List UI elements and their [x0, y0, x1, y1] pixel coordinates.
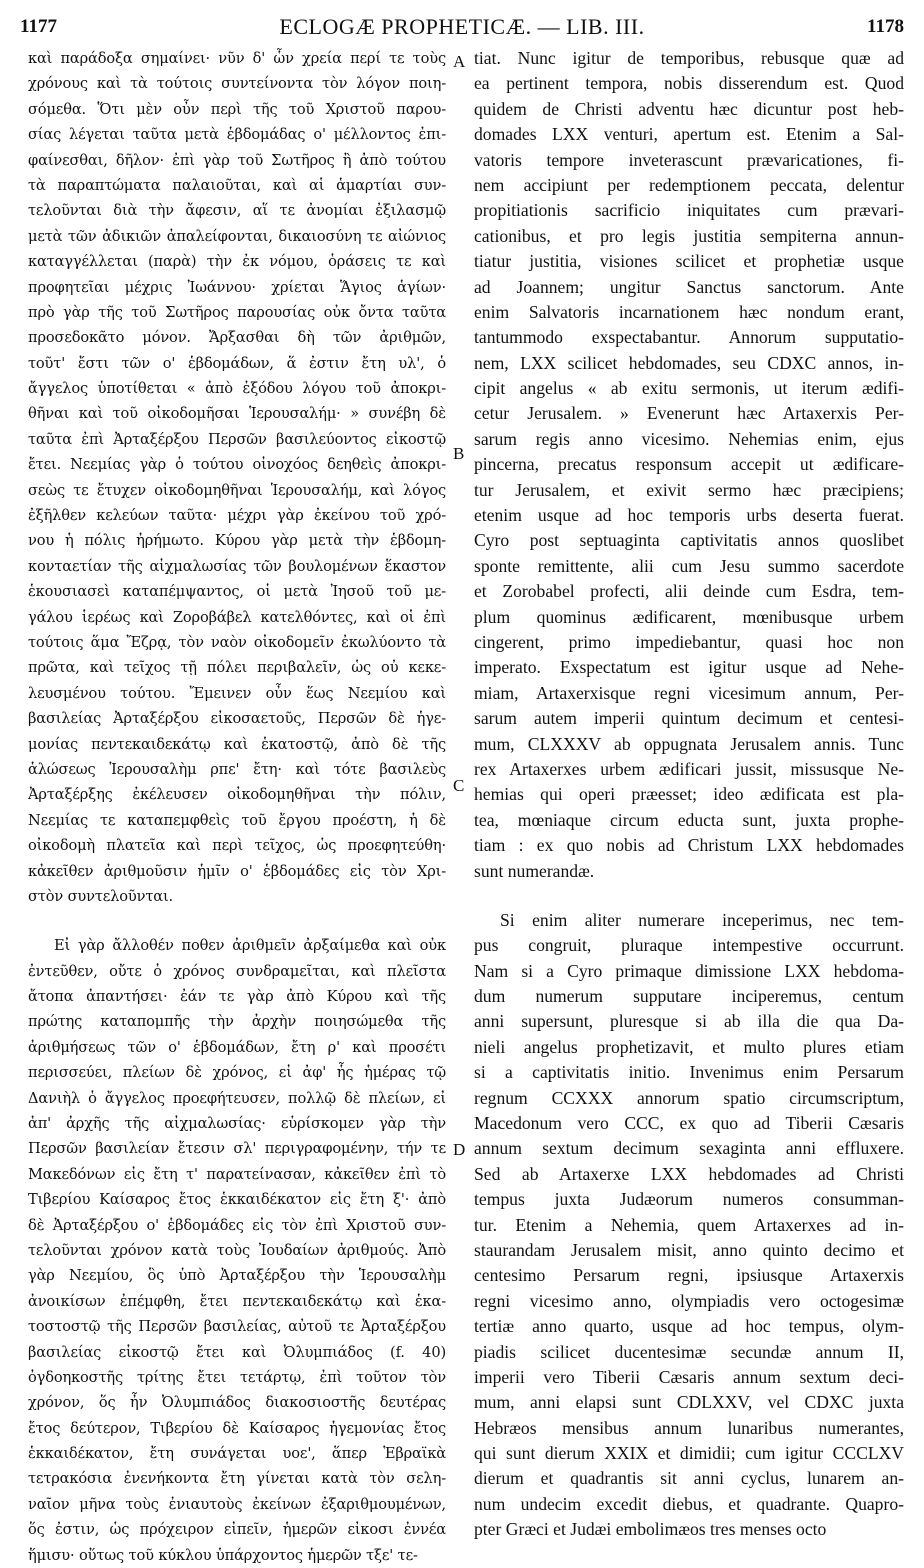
greek-column — [28, 46, 446, 1568]
text-line: ἑκκαιδέκατον, ἔτη συνάγεται υοε', ἅπερ Ἑβραϊκὰ — [28, 1445, 446, 1463]
running-title: ECLOGÆ PROPHETICÆ. — LIB. III. — [279, 14, 645, 39]
text-line: cipit angelus « ab exitu sermonis, ut iterum ædifi- — [474, 378, 904, 399]
text-line: ἐξῆλθεν κελεύων ταῦτα· μέχρι γὰρ ἐκείνου τοῦ χρό- — [28, 507, 446, 525]
paragraph-gap — [28, 909, 446, 933]
margin-letter-d: D — [453, 1140, 466, 1159]
text-line: ναῖον μῆνα τοὺς ἐνιαυτοὺς ἐκείνων ἐξαριθμουμένων, — [28, 1495, 446, 1513]
page-number-left: 1177 — [20, 16, 57, 37]
paragraph-gap — [474, 884, 904, 908]
text-line: ὅς ἐστιν, ὡς πρόχειρον εἰπεῖν, ἡμερῶν εἰκοσι ἐννέα — [28, 1521, 446, 1539]
text-line: regni vicesimo anno, olympiadis vero octogesimæ — [474, 1290, 904, 1311]
text-line: ἔτει. Νεεμίας γὰρ ὁ τούτου οἰνοχόος δεηθεὶς ἀποκρι- — [28, 456, 446, 474]
text-line: annum sextum decimum sexaginta anni effluxere. — [474, 1138, 904, 1159]
text-line: ταῦτα ἐπὶ Ἀρταξέρξου Περσῶν βασιλεύοντος εἰκοστῷ — [28, 430, 446, 448]
text-line: mum, anni elapsi sunt CDLXXV, vel CDXC juxta — [474, 1392, 904, 1413]
text-line: rex Artaxerxes urbem ædificari jussit, missusque Ne- — [474, 758, 904, 779]
text-line: ἥμισυ· οὕτως τοῦ κύκλου ὑπάρχοντος ἡμερῶν τξε' τε- — [28, 1546, 418, 1564]
text-line: Nam si a Cyro primaque dimissione LXX hebdoma- — [474, 960, 904, 981]
text-line: regnum CCXXX annorum spatio circumscriptum, — [474, 1087, 904, 1108]
text-line: Τιβερίου Καίσαρος ἔτος ἑκκαιδέκατον εἰς ἔτη ξ'· ἀπὸ — [28, 1191, 446, 1209]
text-line: ὀγδοηκοστῆς τρίτης ἔτει τετάρτῳ, ἐπὶ τοῦτον τὸν — [28, 1368, 446, 1386]
text-line: ad Joannem; ungitur Sanctus sanctorum. Ante — [474, 276, 904, 297]
text-line: βασιλείας εἰκοστῷ ἔτει καὶ Ὀλυμπιάδος (f. 40) — [28, 1343, 446, 1361]
text-line: καταγγέλλεται (παρὰ) τὴν ἐκ νόμου, ὁράσεις τε καὶ — [28, 253, 446, 271]
text-line: ἐντεῦθεν, οὔτε ὁ χρόνος συνδραμεῖται, καὶ πλεῖστα — [28, 962, 446, 980]
latin-paragraph-2 — [474, 908, 904, 1543]
text-line: hemias qui operi præesset; ideo ædificata est pla- — [474, 784, 904, 805]
text-line: tiatur justitia, visiones scilicet et prophetiæ usque — [474, 251, 904, 272]
text-line: etenim usque ad hoc temporis urbs deserta fuerat. — [474, 505, 904, 526]
text-line: ἀνοικίσων ἐπέμφθη, ἔτει πεντεκαιδεκάτῳ καὶ ἑκα- — [28, 1292, 446, 1310]
margin-letter-a: A — [453, 52, 466, 71]
margin-letter-c: C — [453, 776, 465, 795]
text-line: τὰ παραπτώματα παλαιοῦται, καὶ αἱ ἁμαρτίαι συν- — [28, 176, 446, 194]
text-line: ἄτοπα ἀπαντήσει· ἐάν τε γὰρ ἀπὸ Κύρου καὶ τῆς — [28, 988, 446, 1006]
text-line: γάλου ἱερέως καὶ Ζοροβάβελ κατελθόντες, καὶ οἱ ἐπὶ — [28, 608, 446, 626]
text-line: τελοῦνται διὰ τὴν ἄφεσιν, αἵ τε ἀνομίαι ἐξιλασμῷ — [28, 202, 446, 220]
text-line: dierum et quadrantis sit anni cyclus, lunarem an- — [474, 1468, 904, 1489]
text-line: περισσεύει, πλείων δὲ χρόνος, εἰ ἀφ' ἧς ἡμέρας τῷ — [28, 1064, 446, 1082]
text-line: Νεεμίας τε καταπεμφθεὶς τοῦ ἔργου προέστη, ἡ δὲ — [28, 811, 446, 829]
text-line: tempus juxta Judæorum numeros consumman- — [474, 1189, 904, 1210]
text-line: Sed ab Artaxerxe LXX hebdomades ad Christi — [474, 1163, 904, 1184]
text-line: nieli angelus prophetizavit, et multo plures etiam — [474, 1036, 904, 1057]
text-line: Ἀρταξέρξης ἐκέλευσεν οἰκοδομηθῆναι τὴν πόλιν, — [28, 786, 446, 804]
text-line: μονίας πεντεκαιδεκάτῳ καὶ ἑκατοστῷ, ἀπὸ δὲ τῆς — [28, 735, 446, 753]
text-line: staurandam Jerusalem misit, anno quinto decimo et — [474, 1239, 904, 1260]
text-line: πρῶτα, καὶ τεῖχος τῇ πόλει περιβαλεῖν, ὡς οὐ κεκε- — [28, 659, 446, 677]
text-line: φαίνεσθαι, δῆλον· ἐπὶ γὰρ τοῦ Σωτῆρος ἢ ἀπὸ τούτου — [28, 151, 446, 169]
text-line: imperii vero Tiberii Cæsaris annum sextum deci- — [474, 1366, 904, 1387]
text-line: miam, Artaxerxisque regni vicesimum annum, Per- — [474, 682, 904, 703]
text-line: tea, mœniaque circum educta sunt, juxta prophe- — [474, 809, 904, 830]
text-line: dum numerum supputare inciperemus, centum — [474, 986, 904, 1007]
text-line: τελοῦνται χρόνον κατὰ τοὺς Ἰουδαίων ἀριθμούς. Ἀπὸ — [28, 1241, 446, 1259]
text-line: tantummodo exspectabantur. Annorum supputatio- — [474, 327, 904, 348]
text-line: tur. Etenim a Nehemia, quem Artaxerxes ad in- — [474, 1214, 904, 1235]
text-line: plum quominus ædificarent, mœnibusque urbem — [474, 606, 904, 627]
text-line: qui sunt dierum XXIX et dimidii; cum igitur CCCLXV — [474, 1443, 904, 1464]
text-line: cetur Jerusalem. » Evenerunt hæc Artaxerxis Per- — [474, 403, 904, 424]
text-line: Περσῶν βασιλείαν ἔτεσιν σλ' περιγραφομένην, τήν τε — [28, 1140, 446, 1158]
text-line: ἀριθμήσεως τῶν ο' ἑβδομάδων, ἔτη ρ' καὶ προσέτι — [28, 1038, 446, 1056]
text-line: τετρακόσια ἐνενήκοντα ἔτη γίνεται κατὰ τὸν σελη- — [28, 1470, 446, 1488]
text-line: προσεδοκᾶτο μόνον. Ἄρξασθαι δὴ τῶν ἀριθμῶν, — [28, 329, 446, 347]
text-line: imperato. Exspectatum est igitur usque ad Nehe- — [474, 657, 904, 678]
text-line: nem accipiunt per redemptionem peccata, delentur — [474, 174, 904, 195]
text-line: Hebræos mensibus annum lunaribus numerantes, — [474, 1417, 904, 1438]
text-line: piadis scilicet ducentesimæ secundæ annum II, — [474, 1341, 904, 1362]
text-line: δὲ Ἀρταξέρξου ο' ἑβδομάδες εἰς τὸν ἐπὶ Χριστοῦ συν- — [28, 1216, 446, 1234]
text-line: στὸν συντελοῦνται. — [28, 887, 174, 905]
text-line: cingerent, primo impediebantur, quasi hoc non — [474, 631, 904, 652]
page-header — [0, 10, 924, 46]
page-number-right: 1178 — [867, 16, 904, 37]
text-line: θῆναι καὶ τοῦ οἰκοδομῆσαι Ἱερουσαλήμ· » συνέβη δὲ — [28, 405, 446, 423]
text-line: Εἰ γὰρ ἄλλοθέν ποθεν ἀριθμεῖν ἀρξαίμεθα καὶ οὐκ — [54, 937, 446, 955]
text-line: καὶ παράδοξα σημαίνει· νῦν δ' ὧν χρεία περί τε τοὺς — [28, 50, 446, 67]
text-line: πρώτης καταπομπῆς τὴν ἀρχὴν ποιησώμεθα τῆς — [28, 1013, 446, 1031]
text-line: cationibus, et pro legis justitia sempiterna annun- — [474, 225, 904, 246]
text-line: Macedonum vero CCC, ex quo ad Tiberii Cæsaris — [474, 1113, 904, 1134]
text-line: et Zorobabel profecti, alii deinde cum Esdra, tem- — [474, 581, 904, 602]
text-line: anni supersunt, pluresque si ab illa die qua Da- — [474, 1011, 904, 1032]
text-line: χρόνον, ὅς ἦν Ὀλυμπιάδος διακοσιοστῆς δευτέρας — [28, 1394, 446, 1412]
latin-paragraph-1 — [474, 46, 904, 884]
text-line: Cyro post septuaginta captivitatis annos quoslibet — [474, 530, 904, 551]
text-line: ἄγγελος ὑποτίθεται « ἀπὸ ἐξόδου λόγου τοῦ ἀποκρι- — [28, 380, 446, 398]
text-line: nem, LXX scilicet hebdomades, seu CDXC annos, in- — [474, 352, 904, 373]
text-line: γὰρ Νεεμίου, ὃς ὑπὸ Ἀρταξέρξου τὴν Ἱερουσαλὴμ — [28, 1267, 446, 1285]
text-line: οἰκοδομὴ πλατεῖα καὶ περὶ τεῖχος, ὡς προεφητεύθη· — [28, 837, 446, 855]
text-line: centesimo Persarum regni, ipsiusque Artaxerxis — [474, 1265, 904, 1286]
greek-paragraph-2 — [28, 933, 446, 1568]
text-line: sarum autem imperii quintum decimum et centesi- — [474, 708, 904, 729]
text-line: enim Salvatoris incarnationem hæc nondum erant, — [474, 301, 904, 322]
text-line: σεὼς τε ἔτυχεν οἰκοδομηθῆναι Ἱερουσαλήμ, καὶ λόγος — [28, 481, 446, 499]
text-line: sarum regis anno vicesimo. Nehemias enim, ejus — [474, 428, 904, 449]
text-line: κονταετίαν τῆς αἰχμαλωσίας τῶν βουλομένων ἕκαστον — [28, 557, 446, 575]
text-line: βασιλείας Ἀρταξέρξου εἰκοσαετοῦς, Περσῶν δὲ ἡγε- — [28, 710, 446, 728]
text-line: sunt numerandæ. — [474, 860, 595, 881]
text-line: πρὸ γὰρ τῆς τοῦ Σωτῆρος παρουσίας οὐκ ὄντα ταῦτα — [28, 303, 446, 321]
text-line: Si enim aliter numerare inceperimus, nec tem- — [500, 909, 904, 930]
text-line: pus congruit, pluraque intempestive occurrunt. — [474, 935, 904, 956]
text-line: vatoris tempore inveterascunt prævaricationes, fi- — [474, 149, 904, 170]
text-line: σίας λέγεται ταῦτα μετὰ ἑβδομάδας ο' μέλλοντος ἐπι- — [28, 126, 446, 144]
text-line: tur Jerusalem, et exivit sermo hæc præcipiens; — [474, 479, 904, 500]
text-line: pincerna, precatus responsum accepit ut ædificare- — [474, 454, 904, 475]
text-line: τούτοις ἅμα Ἔζρᾳ, τὸν ναὸν οἰκοδομεῖν ἐκωλύοντο τὰ — [28, 633, 446, 651]
text-line: quidem de Christi adventu hæc dicuntur post heb- — [474, 98, 904, 119]
text-line: tiat. Nunc igitur de temporibus, rebusque quæ ad — [474, 48, 904, 68]
text-line: domades LXX venturi, apertum est. Etenim a Sal- — [474, 124, 904, 145]
text-line: ἁλώσεως Ἱερουσαλὴμ ρπε' ἔτη· καὶ τότε βασιλεὺς — [28, 760, 446, 778]
text-line: si a captivitatis initio. Invenimus enim Persarum — [474, 1062, 904, 1083]
text-line: λευσμένου τούτου. Ἔμεινεν οὖν ἕως Νεεμίου καὶ — [28, 684, 446, 702]
text-line: νου ἡ πόλις ἠρήμωτο. Κύρου γὰρ μετὰ τὴν ἑβδομη- — [28, 532, 446, 550]
text-line: mum, CLXXXV ab oppugnata Jerusalem annis. Tunc — [474, 733, 904, 754]
greek-paragraph-1 — [28, 46, 446, 909]
text-line: Μακεδόνων εἰς ἔτη τ' παρατείνασαν, κἀκεῖθεν ἐπὶ τὸ — [28, 1165, 446, 1183]
text-line: μετὰ τῶν ἀδικιῶν ἀπαλείφονται, δικαιοσύνη τε αἰώνιος — [28, 227, 446, 245]
text-line: Δανιὴλ ὁ ἄγγελος προεφήτευσεν, πολλῷ δὲ πλείων, εἰ — [28, 1089, 446, 1107]
text-line: ea pertinent tempora, nobis disserendum est. Quod — [474, 73, 904, 94]
text-line: propitiationis sacrificio iniquitates cum prævari- — [474, 200, 904, 221]
latin-column — [474, 46, 904, 1543]
text-line: num undecim excedit diebus, et quadrante. Quapro- — [474, 1493, 904, 1514]
text-line: ἑκουσιασεὶ καταπέμψαντος, οἱ μετὰ Ἰησοῦ τοῦ με- — [28, 583, 446, 601]
margin-letter-b: B — [453, 444, 465, 463]
text-line: τοῦτ' ἔστι τῶν ο' ἑβδομάδων, ἅ ἐστιν ἔτη υλ', ὁ — [28, 354, 446, 372]
text-line: προφητεῖαι μέχρις Ἰωάννου· χρίεται Ἅγιος ἁγίων· — [28, 278, 446, 296]
text-line: pter Græci et Judæi embolimæos tres menses octo — [474, 1519, 827, 1540]
text-line: τοστοστῷ τῆς Περσῶν βασιλείας, αὐτοῦ τε Ἀρταξέρξου — [28, 1318, 446, 1336]
text-line: ἀπ' ἀρχῆς τῆς αἰχμαλωσίας· εὑρίσκομεν γὰρ τὴν — [28, 1115, 446, 1133]
text-line: ἔτος δεύτερον, Τιβερίου δὲ Καίσαρος ἡγεμονίας ἔτος — [28, 1419, 446, 1437]
text-line: χρόνους καὶ τὰ τούτοις συντείνοντα τὸν λόγον ποιη- — [28, 75, 446, 93]
text-line: tiam : ex quo nobis ad Christum LXX hebdomades — [474, 835, 904, 856]
text-line: tertiæ anno quarto, usque ad hoc tempus, olym- — [474, 1316, 904, 1337]
text-line: σόμεθα. Ὅτι μὲν οὖν περὶ τῆς τοῦ Χριστοῦ παρου- — [28, 100, 446, 118]
text-line: sponte remittente, alii cum Jesu summo sacerdote — [474, 555, 904, 576]
text-line: κἀκεῖθεν ἀριθμοῦσιν ἡμῖν ο' ἑβδομάδες εἰς τὸν Χρι- — [28, 862, 446, 880]
